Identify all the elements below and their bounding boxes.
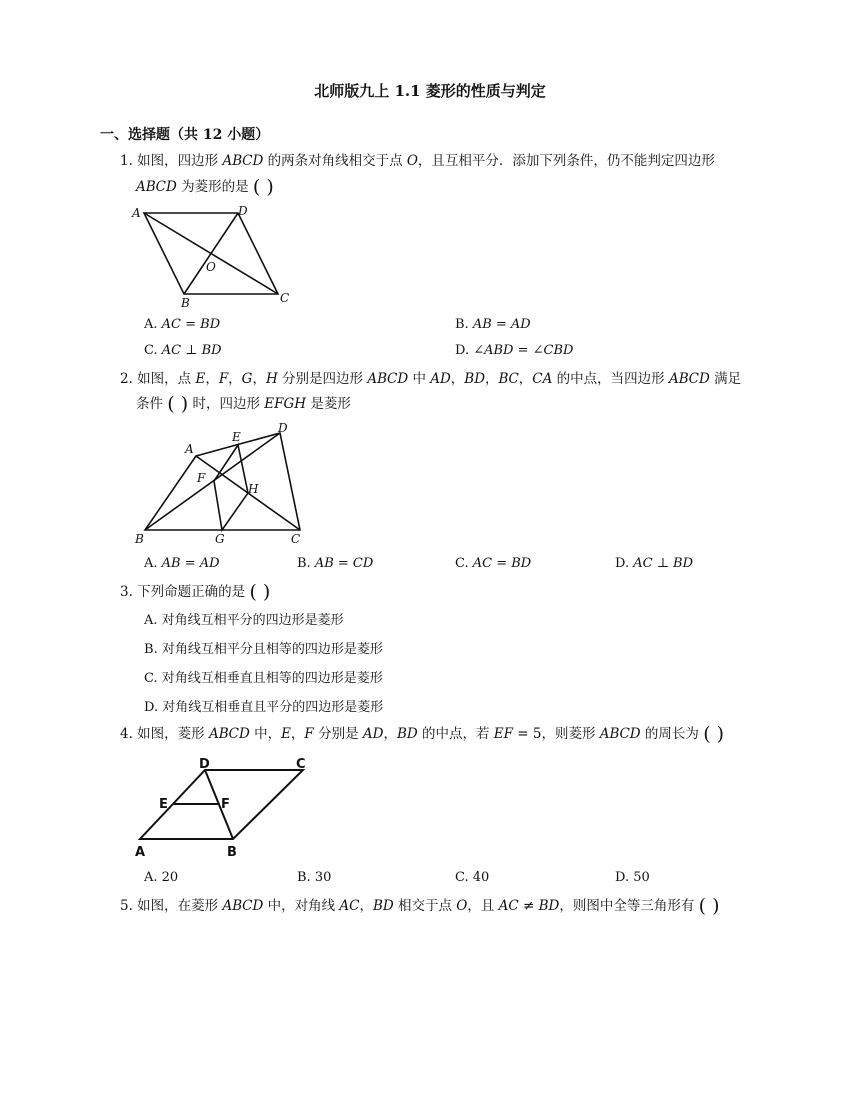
q1-option-d: D. ∠𝐴𝐵𝐷 = ∠𝐶𝐵𝐷 — [455, 343, 574, 358]
question-5-text: 5. 如图，在菱形 𝐴𝐵𝐶𝐷 中，对角线 𝐴𝐶，𝐵𝐷 相交于点 𝑂，且 𝐴𝐶 ≠ 𝐵𝐷，则图中全等三角形有 — [120, 898, 695, 914]
quadrilateral-efgh — [214, 445, 248, 530]
q3-option-d: D. 对角线互相垂直且平分的四边形是菱形 — [144, 700, 384, 715]
question-1-line-1: 1. 如图，四边形 𝐴𝐵𝐶𝐷 的两条对角线相交于点 𝑂，且互相平分．添加下列条件，仍不能判定四边形 — [120, 153, 715, 169]
label-b: B — [135, 532, 144, 546]
label-a: A — [132, 206, 141, 220]
q3-option-c: C. 对角线互相垂直且相等的四边形是菱形 — [144, 671, 383, 686]
label-e: E — [159, 797, 168, 812]
label-f: F — [221, 797, 230, 812]
question-3-text: 3. 下列命题正确的是 — [120, 584, 246, 600]
q2-option-a: A. 𝐴𝐵 = 𝐴𝐷 — [144, 556, 220, 571]
section-heading: 一、选择题（共 12 小题） — [100, 127, 270, 143]
q2-option-c: C. 𝐴𝐶 = 𝐵𝐷 — [455, 556, 532, 571]
question-2-text-b: 时，四边形 𝐸𝐹𝐺𝐻 是菱形 — [192, 396, 351, 412]
label-d: D — [199, 757, 210, 772]
q4-option-d: D. 50 — [615, 870, 650, 885]
question-2-line-1: 2. 如图，点 𝐸，𝐹，𝐺，𝐻 分别是四边形 𝐴𝐵𝐶𝐷 中 𝐴𝐷，𝐵𝐷，𝐵𝐶，𝐶𝐴 的中点，当四边形 𝐴𝐵𝐶𝐷 满足 — [120, 371, 742, 387]
answer-blank: ( ) — [703, 723, 725, 745]
answer-blank: ( ) — [167, 393, 189, 415]
label-b: B — [181, 296, 190, 310]
answer-blank: ( ) — [698, 895, 720, 917]
figure-q1-parallelogram — [126, 200, 311, 310]
q4-option-b: B. 30 — [297, 870, 332, 885]
question-2-line-2 — [136, 392, 351, 416]
label-a: A — [185, 442, 194, 456]
question-3-line-1 — [120, 580, 270, 604]
q1-option-a: A. 𝐴𝐶 = 𝐵𝐷 — [144, 317, 221, 332]
question-1-text: 𝐴𝐵𝐶𝐷 为菱形的是 — [136, 179, 249, 195]
label-d: D — [238, 204, 248, 218]
q4-option-c: C. 40 — [455, 870, 490, 885]
label-c: C — [280, 291, 290, 305]
label-e: E — [232, 430, 241, 444]
label-a: A — [135, 845, 146, 860]
question-4-text: 4. 如图，菱形 𝐴𝐵𝐶𝐷 中，𝐸，𝐹 分别是 𝐴𝐷，𝐵𝐷 的中点，若 𝐸𝐹 = 5，则菱形 𝐴𝐵𝐶𝐷 的周长为 — [120, 726, 699, 742]
diagonal-bd — [145, 433, 280, 530]
q3-option-b: B. 对角线互相平分且相等的四边形是菱形 — [144, 642, 383, 657]
q4-option-a: A. 20 — [144, 870, 179, 885]
diagonal-bd — [184, 213, 238, 294]
label-h: H — [248, 482, 259, 496]
answer-blank: ( ) — [252, 176, 274, 198]
q3-option-a: A. 对角线互相平分的四边形是菱形 — [144, 613, 344, 628]
label-g: G — [215, 532, 225, 546]
label-c: C — [296, 757, 306, 772]
answer-blank: ( ) — [249, 581, 271, 603]
question-1-line-2 — [136, 175, 274, 199]
figure-q2-quadrilateral — [130, 418, 340, 548]
label-d: D — [278, 421, 288, 435]
quadrilateral-abcd — [145, 433, 300, 530]
document-title: 北师版九上 1.1 菱形的性质与判定 — [314, 82, 546, 100]
q2-option-d: D. 𝐴𝐶 ⊥ 𝐵𝐷 — [615, 556, 694, 571]
question-4-line-1 — [120, 722, 724, 746]
question-5-line-1 — [120, 894, 720, 918]
q2-option-b: B. 𝐴𝐵 = 𝐶𝐷 — [297, 556, 374, 571]
q1-option-c: C. 𝐴𝐶 ⊥ 𝐵𝐷 — [144, 343, 222, 358]
label-b: B — [227, 845, 237, 860]
figure-q4-rhombus — [130, 752, 320, 864]
q1-option-b: B. 𝐴𝐵 = 𝐴𝐷 — [455, 317, 531, 332]
label-f: F — [197, 471, 206, 485]
label-o: O — [206, 260, 216, 274]
label-c: C — [291, 532, 301, 546]
question-2-text-a: 条件 — [136, 396, 163, 412]
